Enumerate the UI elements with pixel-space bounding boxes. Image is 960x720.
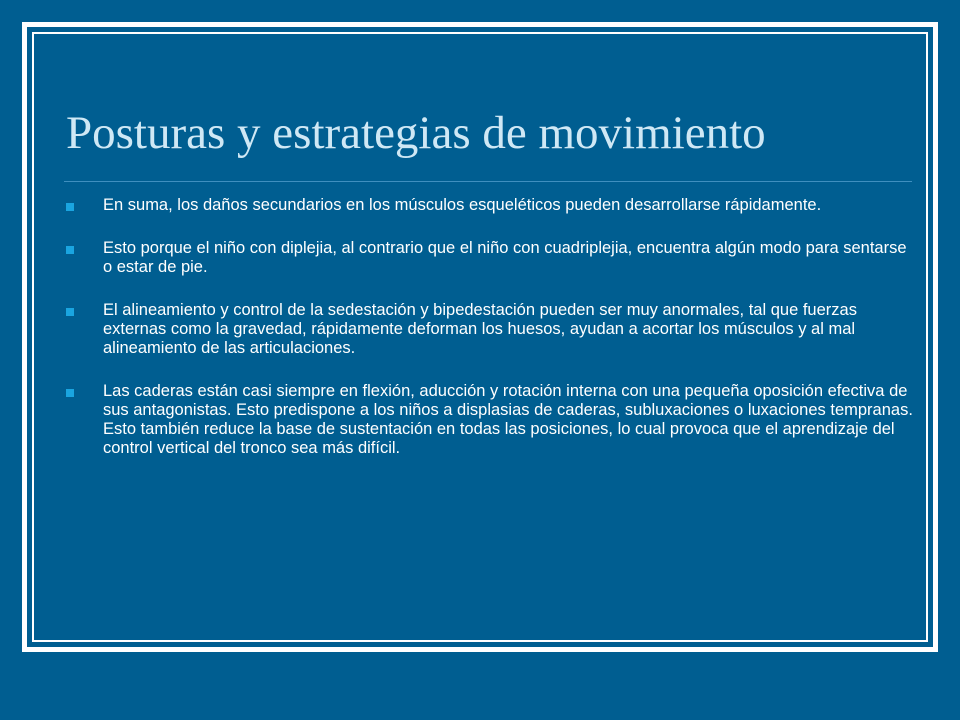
bullet-text: Las caderas están casi siempre en flexión, aducción y rotación interna con una pequeña oposición efectiva de sus antagonistas. Esto predispone a los niños a displasias de caderas, subluxaciones o luxaciones tempranas. Esto también reduce la base de sustentación en todas las posiciones, lo cual provoca que el aprendizaje del control vertical del tronco sea más difícil. — [103, 382, 913, 457]
slide-title: Posturas y estrategias de movimiento — [66, 107, 766, 159]
title-divider — [64, 181, 912, 182]
square-bullet-icon — [66, 203, 74, 211]
bullet-item — [64, 382, 914, 458]
bullet-text: En suma, los daños secundarios en los músculos esqueléticos pueden desarrollarse rápidamente. — [103, 196, 822, 214]
square-bullet-icon — [66, 246, 74, 254]
bullet-item — [64, 239, 914, 277]
bullet-list — [64, 196, 914, 482]
bullet-item — [64, 196, 914, 215]
bullet-item — [64, 301, 914, 358]
bullet-text: El alineamiento y control de la sedestación y bipedestación pueden ser muy anormales, tal que fuerzas externas como la gravedad, rápidamente deforman los huesos, ayudan a acortar los músculos y al mal alineamiento de las articulaciones. — [103, 301, 857, 357]
square-bullet-icon — [66, 308, 74, 316]
bullet-text: Esto porque el niño con diplejia, al contrario que el niño con cuadriplejia, encuentra algún modo para sentarse o estar de pie. — [103, 239, 907, 276]
square-bullet-icon — [66, 389, 74, 397]
